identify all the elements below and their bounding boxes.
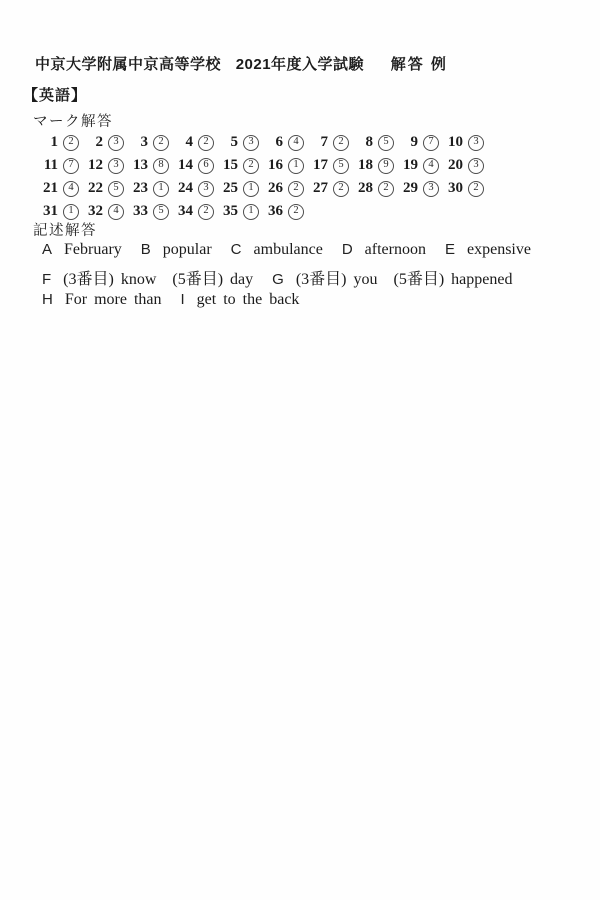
mark-answer-pair bbox=[441, 134, 486, 151]
answer-label: H bbox=[42, 291, 53, 308]
circled-answer: 1 bbox=[243, 204, 259, 220]
mark-answer-pair bbox=[306, 134, 351, 151]
question-number: 10 bbox=[448, 134, 463, 150]
circled-answer: 2 bbox=[153, 135, 169, 151]
school-name: 中京大学附属中京高等学校 bbox=[35, 56, 222, 73]
question-number: 24 bbox=[178, 180, 193, 196]
mark-answer-pair bbox=[261, 203, 306, 220]
answer-text: afternoon bbox=[364, 241, 426, 258]
answer-text: (3番目) know (5番目) day bbox=[63, 271, 254, 288]
question-number: 8 bbox=[365, 134, 373, 150]
circled-answer: 2 bbox=[198, 135, 214, 151]
mark-answer-pair bbox=[171, 157, 216, 174]
circled-answer: 3 bbox=[468, 135, 484, 151]
question-number: 14 bbox=[178, 157, 193, 173]
mark-answer-pair bbox=[441, 157, 486, 174]
question-number: 17 bbox=[313, 157, 328, 173]
mark-answer-pair bbox=[36, 157, 81, 174]
circled-answer: 3 bbox=[108, 158, 124, 174]
question-number: 32 bbox=[88, 203, 103, 219]
mark-answer-pair bbox=[306, 157, 351, 174]
question-number: 9 bbox=[410, 134, 418, 150]
answer-label: G bbox=[272, 271, 284, 288]
circled-answer: 1 bbox=[243, 181, 259, 197]
written-answer-rows bbox=[42, 241, 550, 316]
mark-answer-pair bbox=[171, 134, 216, 151]
mark-answer-row bbox=[36, 131, 486, 154]
mark-answer-pair bbox=[126, 203, 171, 220]
answer-text: (3番目) you (5番目) happened bbox=[295, 271, 513, 288]
question-number: 31 bbox=[43, 203, 58, 219]
circled-answer: 3 bbox=[108, 135, 124, 151]
question-number: 5 bbox=[230, 134, 238, 150]
circled-answer: 5 bbox=[378, 135, 394, 151]
mark-answer-pair bbox=[306, 180, 351, 197]
circled-answer: 2 bbox=[198, 204, 214, 220]
mark-answer-pair bbox=[351, 180, 396, 197]
answer-example-label: 解答 例 bbox=[390, 56, 448, 73]
circled-answer: 5 bbox=[333, 158, 349, 174]
circled-answer: 1 bbox=[63, 204, 79, 220]
mark-answer-pair bbox=[441, 180, 486, 197]
answer-label: E bbox=[444, 241, 455, 258]
circled-answer: 7 bbox=[63, 158, 79, 174]
circled-answer: 2 bbox=[63, 135, 79, 151]
question-number: 3 bbox=[140, 134, 148, 150]
circled-answer: 3 bbox=[198, 181, 214, 197]
question-number: 18 bbox=[358, 157, 373, 173]
mark-answer-pair bbox=[81, 157, 126, 174]
circled-answer: 2 bbox=[288, 181, 304, 197]
written-answer-item bbox=[342, 241, 426, 259]
exam-name: 2021年度入学試験 bbox=[235, 56, 365, 73]
question-number: 28 bbox=[358, 180, 373, 196]
mark-answer-pair bbox=[81, 134, 126, 151]
written-answer-item bbox=[272, 266, 512, 289]
question-number: 16 bbox=[268, 157, 283, 173]
answer-text: popular bbox=[162, 241, 212, 258]
question-number: 13 bbox=[133, 157, 148, 173]
circled-answer: 9 bbox=[378, 158, 394, 174]
circled-answer: 2 bbox=[333, 135, 349, 151]
mark-answer-pair bbox=[81, 203, 126, 220]
mark-answer-pair bbox=[351, 134, 396, 151]
answer-label: D bbox=[341, 241, 353, 258]
question-number: 20 bbox=[448, 157, 463, 173]
circled-answer: 4 bbox=[423, 158, 439, 174]
answer-text: For more than bbox=[64, 291, 162, 308]
circled-answer: 1 bbox=[288, 158, 304, 174]
answer-text: expensive bbox=[466, 241, 531, 258]
mark-answer-pair bbox=[171, 180, 216, 197]
question-number: 12 bbox=[88, 157, 103, 173]
answer-text: get to the back bbox=[196, 291, 300, 308]
circled-answer: 2 bbox=[288, 204, 304, 220]
question-number: 2 bbox=[95, 134, 103, 150]
answer-label: C bbox=[230, 241, 242, 258]
mark-section-heading: マーク解答 bbox=[33, 114, 113, 130]
written-section-heading: 記述解答 bbox=[33, 223, 97, 239]
question-number: 6 bbox=[275, 134, 283, 150]
question-number: 19 bbox=[403, 157, 418, 173]
question-number: 36 bbox=[268, 203, 283, 219]
written-answer-item bbox=[42, 241, 122, 259]
question-number: 11 bbox=[43, 157, 58, 173]
circled-answer: 4 bbox=[63, 181, 79, 197]
question-number: 27 bbox=[313, 180, 328, 196]
mark-answer-pair bbox=[36, 134, 81, 151]
question-number: 4 bbox=[185, 134, 193, 150]
question-number: 15 bbox=[223, 157, 238, 173]
question-number: 21 bbox=[43, 180, 58, 196]
question-number: 23 bbox=[133, 180, 148, 196]
answer-text: ambulance bbox=[253, 241, 323, 258]
mark-answer-pair bbox=[396, 157, 441, 174]
mark-answer-row bbox=[36, 200, 486, 223]
mark-answer-grid bbox=[36, 131, 486, 223]
circled-answer: 3 bbox=[243, 135, 259, 151]
written-answer-item bbox=[42, 266, 253, 289]
circled-answer: 5 bbox=[108, 181, 124, 197]
answer-text: February bbox=[64, 241, 122, 258]
written-answer-row bbox=[42, 241, 550, 266]
circled-answer: 2 bbox=[468, 181, 484, 197]
written-answer-item bbox=[42, 291, 162, 309]
mark-answer-pair bbox=[216, 203, 261, 220]
mark-answer-pair bbox=[216, 157, 261, 174]
page-title bbox=[35, 53, 448, 74]
question-number: 25 bbox=[223, 180, 238, 196]
answer-label: F bbox=[42, 271, 52, 288]
circled-answer: 3 bbox=[468, 158, 484, 174]
mark-answer-pair bbox=[36, 180, 81, 197]
written-answer-row bbox=[42, 291, 550, 316]
circled-answer: 2 bbox=[243, 158, 259, 174]
mark-answer-row bbox=[36, 154, 486, 177]
question-number: 22 bbox=[88, 180, 103, 196]
mark-answer-row bbox=[36, 177, 486, 200]
mark-answer-pair bbox=[216, 180, 261, 197]
question-number: 33 bbox=[133, 203, 148, 219]
written-answer-item bbox=[181, 291, 300, 309]
mark-answer-pair bbox=[261, 134, 306, 151]
mark-answer-pair bbox=[396, 180, 441, 197]
mark-answer-pair bbox=[81, 180, 126, 197]
circled-answer: 4 bbox=[288, 135, 304, 151]
circled-answer: 7 bbox=[423, 135, 439, 151]
question-number: 26 bbox=[268, 180, 283, 196]
mark-answer-pair bbox=[261, 180, 306, 197]
written-answer-row bbox=[42, 266, 550, 291]
circled-answer: 6 bbox=[198, 158, 214, 174]
mark-answer-pair bbox=[351, 157, 396, 174]
answer-label: B bbox=[140, 241, 151, 258]
question-number: 35 bbox=[223, 203, 238, 219]
mark-answer-pair bbox=[126, 157, 171, 174]
question-number: 34 bbox=[178, 203, 193, 219]
mark-answer-pair bbox=[126, 180, 171, 197]
circled-answer: 5 bbox=[153, 204, 169, 220]
written-answer-item bbox=[231, 241, 323, 259]
circled-answer: 2 bbox=[378, 181, 394, 197]
answer-label: I bbox=[180, 291, 185, 308]
question-number: 30 bbox=[448, 180, 463, 196]
mark-answer-pair bbox=[261, 157, 306, 174]
subject-heading: 【英語】 bbox=[23, 87, 88, 104]
circled-answer: 3 bbox=[423, 181, 439, 197]
written-answer-item bbox=[445, 241, 531, 259]
mark-answer-pair bbox=[171, 203, 216, 220]
circled-answer: 1 bbox=[153, 181, 169, 197]
circled-answer: 2 bbox=[333, 181, 349, 197]
written-answer-item bbox=[141, 241, 212, 259]
circled-answer: 4 bbox=[108, 204, 124, 220]
question-number: 7 bbox=[320, 134, 328, 150]
mark-answer-pair bbox=[36, 203, 81, 220]
mark-answer-pair bbox=[396, 134, 441, 151]
question-number: 1 bbox=[50, 134, 58, 150]
mark-answer-pair bbox=[126, 134, 171, 151]
question-number: 29 bbox=[403, 180, 418, 196]
circled-answer: 8 bbox=[153, 158, 169, 174]
mark-answer-pair bbox=[216, 134, 261, 151]
answer-label: A bbox=[42, 241, 53, 258]
